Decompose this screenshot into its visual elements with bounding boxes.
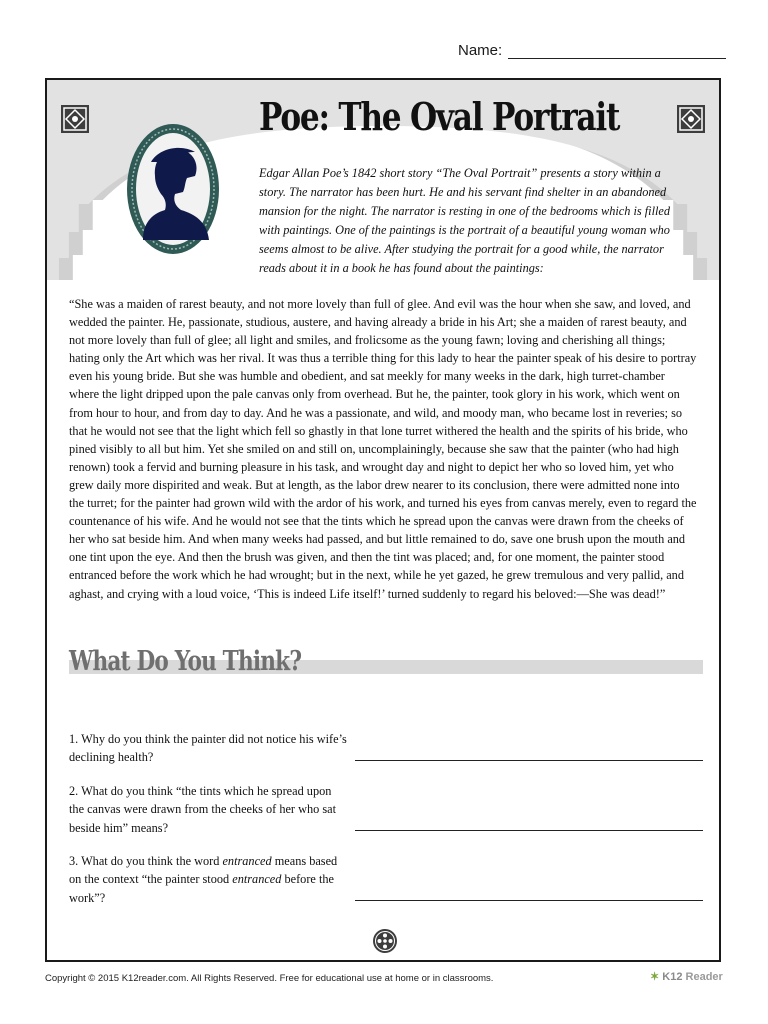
oval-portrait-silhouette-image	[125, 122, 221, 256]
name-field[interactable]	[458, 42, 726, 59]
answer-line-3[interactable]	[355, 900, 703, 901]
answer-line-2[interactable]	[355, 830, 703, 831]
worksheet-frame	[45, 78, 721, 962]
name-blank-line[interactable]	[508, 44, 726, 59]
question-1: 1. Why do you think the painter did not notice his wife’s declining health?	[69, 732, 347, 765]
section-title: What Do You Think?	[69, 646, 302, 677]
sparkle-icon: ✶	[650, 971, 660, 983]
celtic-knot-icon	[676, 104, 706, 134]
page-title: Poe: The Oval Portrait	[259, 94, 620, 139]
celtic-knot-icon	[60, 104, 90, 134]
k12-reader-logo: ✶ K12 Reader	[650, 971, 723, 983]
question-2: 2. What do you think “the tints which he spread upon the canvas were drawn from the cheeks of her who sat beside him” means?	[69, 784, 337, 835]
answer-line-1[interactable]	[355, 760, 703, 761]
floral-ornament-icon	[372, 928, 398, 954]
story-excerpt: “She was a maiden of rarest beauty, and not more lovely than full of glee. And evil was the hour when she saw, and loved, and wedded the painter. He, passionate, studious, austere, and having already a bride in his Art; she a maiden of rarest beauty, and not more lovely than full of glee; all light and smiles, and frolicsome as the young fawn; loving and cherishing all things; hating only the Art which was her rival. It was thus a terrible thing for this lady to hear the painter speak of his desire to portray even his young bride. But she was humble and obedient, and sat meekly for many weeks in the dark, high turret-chamber where the light dripped upon the pale canvas only from overhead. But he, the painter, took glory in his work, which went on from hour to hour, and from day to day. And he was a passionate, and wild, and moody man, who became lost in reveries; so that he would not see that the light which fell so ghastly in that lone turret withered the health and the spirits of his bride, who pined visibly to all but him. Yet she smiled on and still on, uncomplainingly, because she saw that the painter (who had high renown) took a fervid and burning pleasure in his task, and wrought day and night to depict her who so loved him, yet who grew daily more dispirited and weak. But at length, as the labor drew nearer to its conclusion, there were admitted none into the turret; for the painter had grown wild with the ardor of his work, and turned his eyes from canvas merely, even to regard the countenance of his wife. And he would not see that the tints which he spread upon the canvas were drawn from the cheeks of her who sat beside him. And when many weeks had passed, and but little remained to do, save one brush upon the mouth and one tint upon the eye. And then the brush was given, and then the tint was placed; and, for one moment, the painter stood entranced before the work which he had wrought; but in the next, while he yet gazed, he grew tremulous and very pallid, and aghast, and crying with a loud voice, ‘This is indeed Life itself!’ turned suddenly to regard his beloved:—She was dead!”	[69, 297, 697, 601]
name-label: Name:	[458, 42, 503, 59]
copyright-text: Copyright © 2015 K12reader.com. All Rights Reserved. Free for educational use at home or in classrooms.	[45, 973, 494, 984]
intro-paragraph: Edgar Allan Poe’s 1842 short story “The Oval Portrait” presents a story within a story. The narrator has been hurt. He and his servant find shelter in an abandoned mansion for the night. The narrator is resting in one of the bedrooms which is filled with paintings. One of the paintings is the portrait of a beautiful young woman who seems almost to be alive. After studying the portrait for a good while, the narrator reads about it in a book he has found about the paintings:	[259, 166, 671, 275]
question-3: 3. What do you think the word entranced means based on the context “the painter stood entranced before the work”?	[69, 854, 338, 905]
